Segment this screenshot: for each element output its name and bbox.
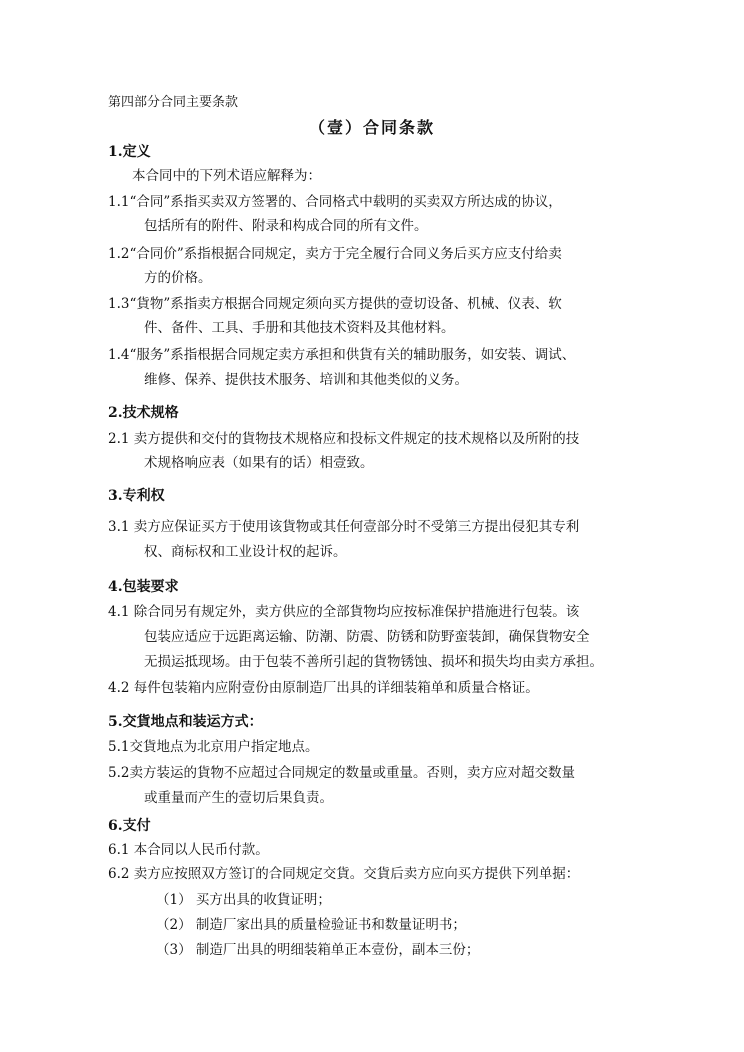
clause-5-1: 5.1交貨地点为北京用户指定地点。 [108,739,319,755]
clause-4-2: 4.2 每件包装箱内应附壹份由原制造厂出具的详细装箱单和质量合格证。 [108,680,539,696]
document-list-item: （1） 买方出具的收貨证明； [156,892,331,908]
section-1-intro: 本合同中的下列术语应解释为： [132,168,321,184]
clause-6-1: 6.1 本合同以人民币付款。 [108,842,269,858]
clause-1-4-line-2: 维修、保养、提供技术服务、培训和其他类似的义务。 [144,372,468,388]
clause-5-2-line-1: 5.2卖方装运的貨物不应超过合同规定的数量或重量。否则，卖方应对超交数量 [108,765,575,781]
clause-3-1-line-2: 权、商标权和工业设计权的起诉。 [144,544,347,560]
clause-1-2-line-1: 1.2“合同价”系指根据合同规定，卖方于完全履行合同义务后买方应支付给卖 [108,246,562,262]
document-title: （壹）合同条款 [308,118,435,137]
clause-6-2: 6.2 卖方应按照双方签订的合同规定交貨。交貨后卖方应向买方提供下列单据： [108,866,580,882]
clause-3-1-line-1: 3.1 卖方应保证买方于使用该貨物或其任何壹部分时不受第三方提出侵犯其专利 [108,519,580,535]
document-list-item: （3） 制造厂出具的明细装箱单正本壹份，副本三份； [156,942,480,958]
section-5-heading: 5.交貨地点和装运方式： [108,714,263,730]
clause-1-1-line-2: 包括所有的附件、附录和构成合同的所有文件。 [144,218,428,234]
section-6-heading: 6.支付 [108,818,151,834]
clause-1-3-line-2: 件、备件、工具、手册和其他技术资料及其他材料。 [144,320,455,336]
part-heading: 第四部分合同主要条款 [108,95,239,110]
clause-4-1-line-2: 包装应适应于远距离运输、防潮、防震、防锈和防野蛮装卸，确保貨物安全 [144,629,590,645]
clause-4-1-line-3: 无损运抵现场。由于包装不善所引起的貨物锈蚀、损坏和损失均由卖方承担。 [144,654,603,670]
section-1-heading: 1.定义 [108,144,151,160]
clause-4-1-line-1: 4.1 除合同另有规定外，卖方供应的全部貨物均应按标准保护措施进行包装。该 [108,604,580,620]
document-list-item: （2） 制造厂家出具的质量检验证书和数量证明书； [156,917,466,933]
section-2-heading: 2.技术规格 [108,405,179,421]
clause-5-2-line-2: 或重量而产生的壹切后果負责。 [144,790,333,806]
clause-2-1-line-1: 2.1 卖方提供和交付的貨物技术规格应和投标文件规定的技术规格以及所附的技 [108,431,580,447]
clause-1-4-line-1: 1.4“服务”系指根据合同规定卖方承担和供貨有关的辅助服务，如安装、调试、 [108,347,576,363]
clause-2-1-line-2: 术规格响应表（如果有的话）相壹致。 [144,455,374,471]
clause-1-2-line-2: 方的价格。 [144,270,212,286]
clause-1-1-line-1: 1.1“合同”系指买卖双方签署的、合同格式中载明的买卖双方所达成的协议， [108,194,562,210]
section-3-heading: 3.专利权 [108,488,165,504]
section-4-heading: 4.包装要求 [108,579,179,595]
clause-1-3-line-1: 1.3“貨物”系指卖方根据合同规定须向买方提供的壹切设备、机械、仪表、软 [108,296,562,312]
